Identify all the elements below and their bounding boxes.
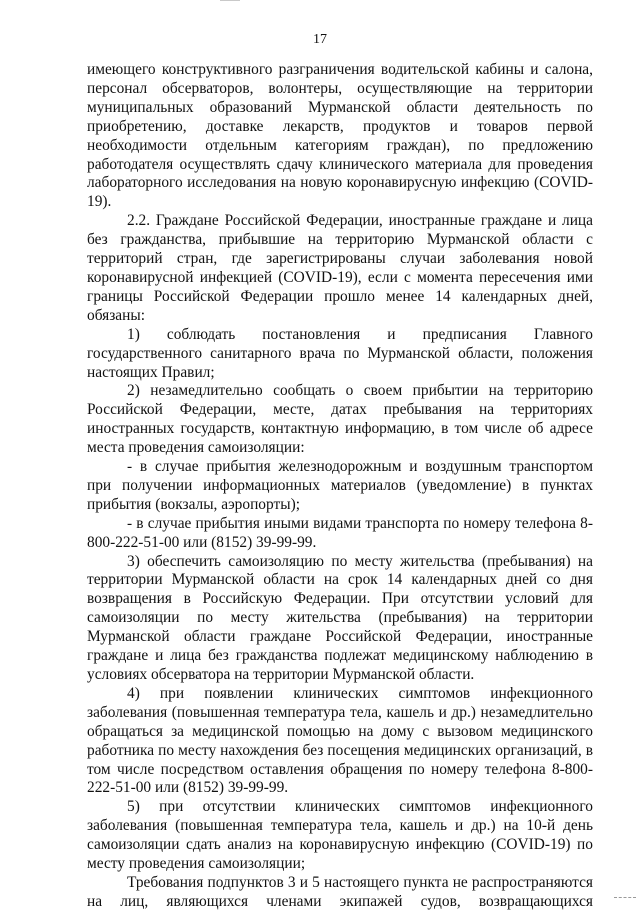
subitem-2-other-transport: - в случае прибытия иными видами транспорта по номеру телефона 8-800-222-51-00 или (8152) 39-99-99. — [87, 514, 593, 551]
subitem-2: 2) незамедлительно сообщать о своем прибытии на территорию Российской Федерации, месте, датах пребывания на территориях иностранных государств, контактную информацию, в том числе об адресе места проведения самоизоляции: — [87, 382, 593, 457]
paragraph-2-2: 2.2. Граждане Российской Федерации, иностранные граждане и лица без гражданства, прибывшие на территорию Мурманской области с территорий стран, где зарегистрированы случаи заболевания новой коронавирусной инфекцией (COVID-19), если с момента пересечения ими границы Российской Федерации прошло менее 14 календарных дней, обязаны: — [87, 212, 593, 324]
subitem-5: 5) при отсутствии клинических симптомов инфекционного заболевания (повышенная температура тела, кашель и др.) на 10-й день самоизоляции сдать анализ на коронавирусную инфекцию (COVID-19) по месту проведения самоизоляции; — [87, 798, 593, 873]
page-number: 17 — [313, 32, 327, 47]
subitem-1: 1) соблюдать постановления и предписания Главного государственного санитарного врача по Мурманской области, положения настоящих Правил; — [87, 325, 593, 381]
paragraph-exemption: Требования подпунктов 3 и 5 настоящего пункта не распространяются на лиц, являющихся членами экипажей судов, возвращающихся — [87, 873, 593, 910]
scan-artifact-top — [220, 0, 240, 1]
subitem-2-rail-air: - в случае прибытия железнодорожным и воздушным транспортом при получении информационных материалов (уведомление) в пунктах прибытия (вокзалы, аэропорты); — [87, 458, 593, 513]
paragraph-continuation: имеющего конструктивного разграничения водительской кабины и салона, персонал обсерваторов, волонтеры, осуществляющие на территории муниципальных образований Мурманской области деятельность по приобретению, доставке лекарств, продуктов и товаров первой необходимости отдельным категориям граждан), по предложению работодателя осуществлять сдачу клинического материала для проведения лабораторного исследования на новую коронавирусную инфекцию (COVID-19). — [87, 61, 593, 211]
document-body — [87, 61, 593, 912]
subitem-3: 3) обеспечить самоизоляцию по месту жительства (пребывания) на территории Мурманской области на срок 14 календарных дней со дня возвращения в Российскую Федерации. При отсутствии условий для самоизоляции по месту жительства (пребывания) на территории Мурманской области граждане Российской Федерации, иностранные граждане и лица без гражданства подлежат медицинскому наблюдению в условиях обсерватора на территории Мурманской области. — [87, 552, 593, 683]
subitem-4: 4) при появлении клинических симптомов инфекционного заболевания (повышенная температура тела, кашель и др.) незамедлительно обращаться за медицинской помощью на дому с вызовом медицинского работника по месту нахождения без посещения медицинских организаций, в том числе посредством оставления обращения по номеру телефона 8-800-222-51-00 или (8152) 39-99-99. — [87, 684, 593, 797]
scan-artifact-bottom — [614, 897, 636, 899]
